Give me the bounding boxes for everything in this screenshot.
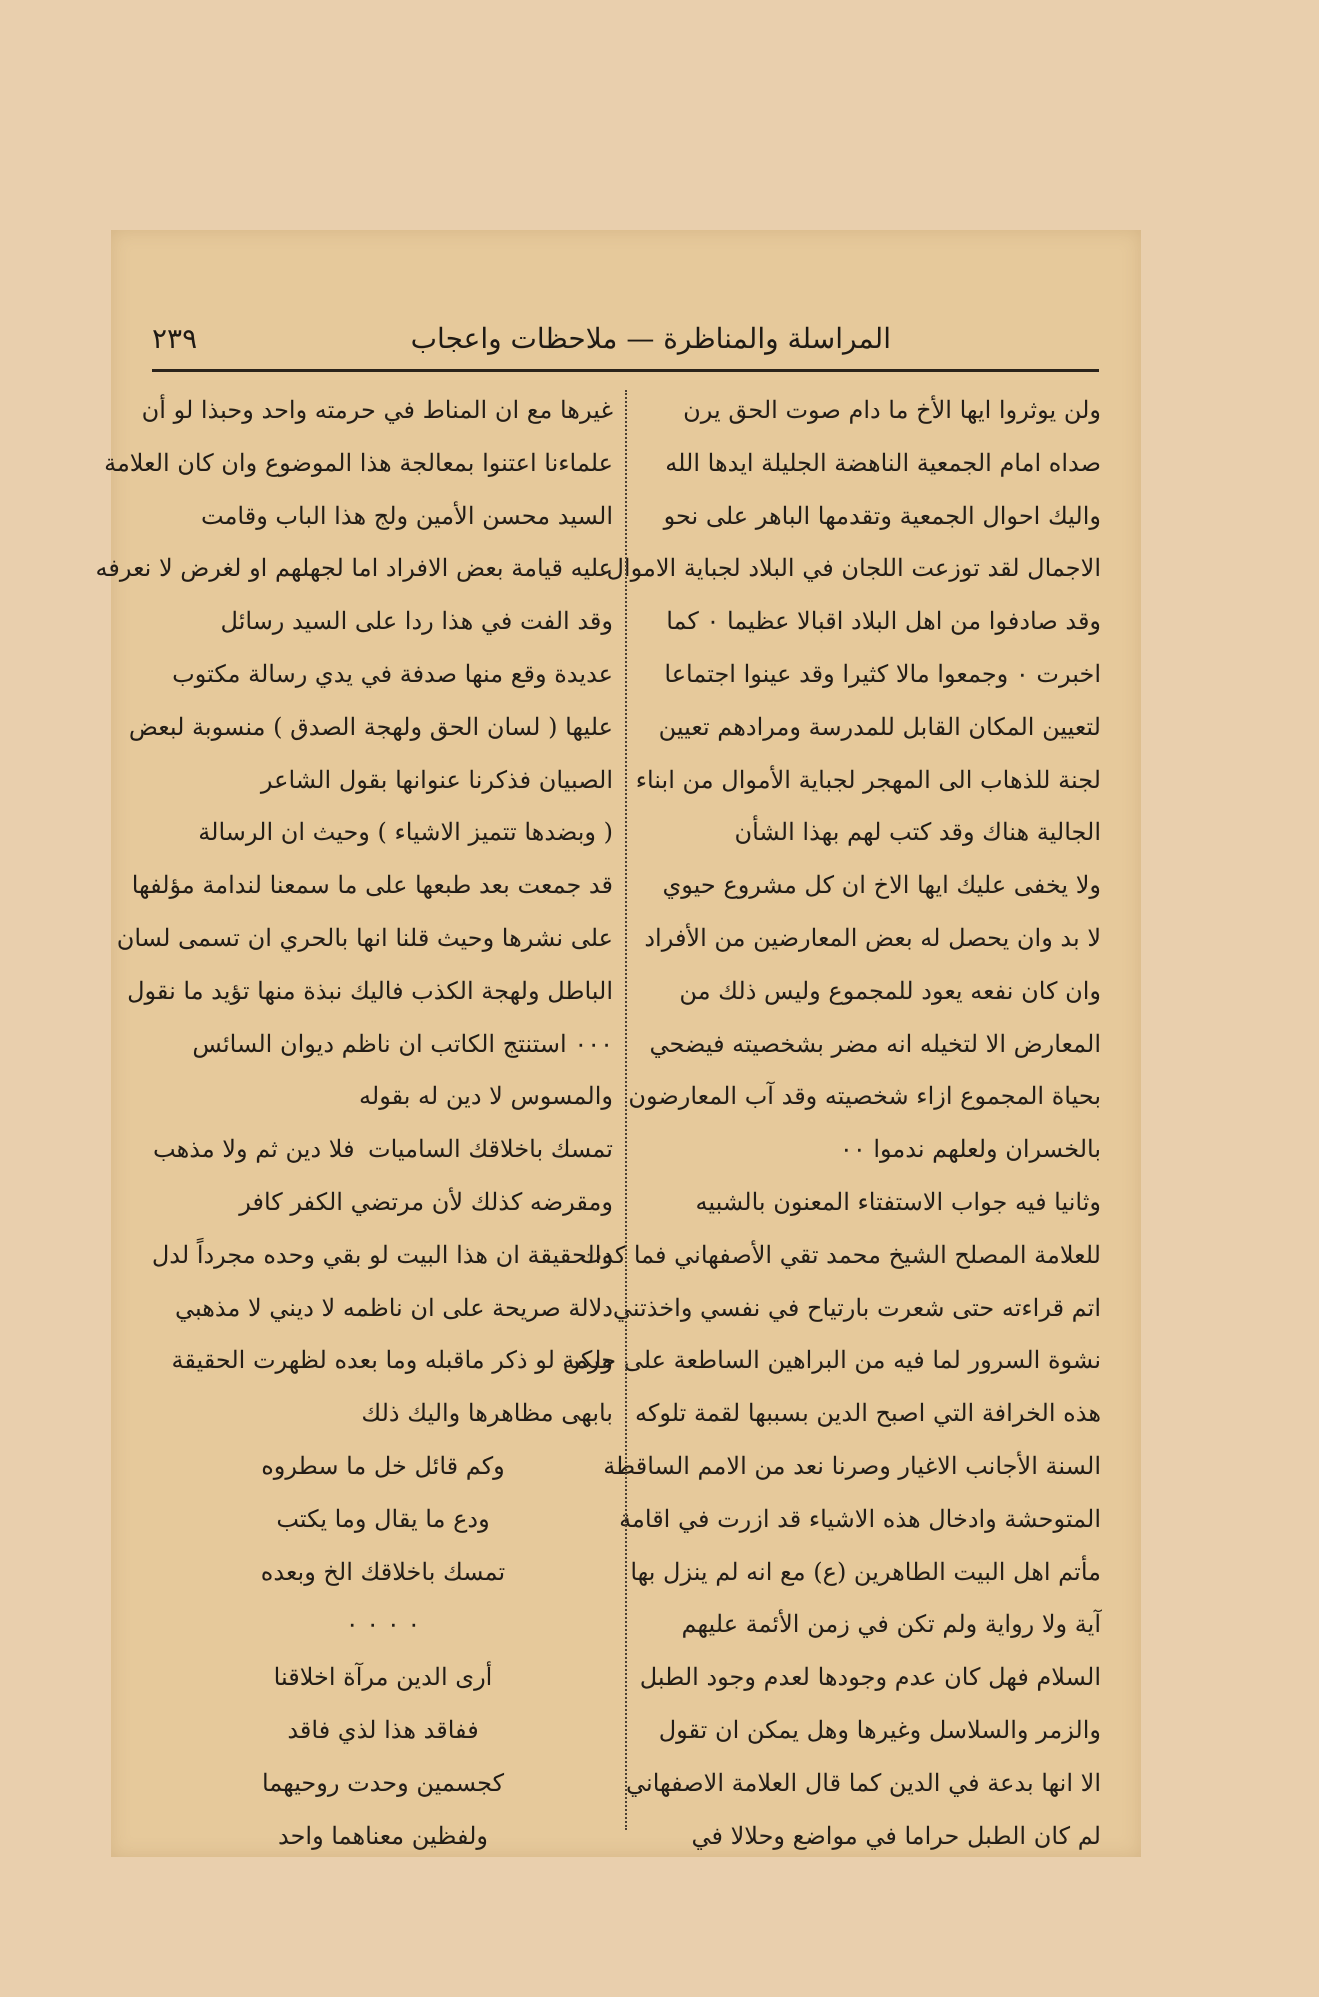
text-line: اتم قراءته حتى شعرت بارتياح في نفسي واخذتني — [612, 1293, 1101, 1322]
text-line: الجالية هناك وقد كتب لهم بهذا الشأن — [734, 818, 1101, 847]
text-line: علماءنا اعتنوا بمعالجة هذا الموضوع وان كان العلامة — [104, 448, 613, 477]
text-line: وثانيا فيه جواب الاستفتاء المعنون بالشبيه — [695, 1187, 1101, 1216]
text-line: الا انها بدعة في الدين كما قال العلامة الاصفهاني — [626, 1768, 1101, 1797]
poem-line: أرى الدين مرآة اخلاقنا — [273, 1663, 493, 1692]
poem-line: تمسك باخلاقك الخ وبعده — [260, 1557, 506, 1586]
text-line: الاجمال لقد توزعت اللجان في البلاد لجباية الاموال — [606, 554, 1101, 583]
text-line: اخبرت ٠ وجمعوا مالا كثيرا وقد عينوا اجتماعا — [664, 659, 1101, 688]
text-line: السيد محسن الأمين ولج هذا الباب وقامت — [201, 501, 613, 530]
text-line: وقد الفت في هذا ردا على السيد رسائل — [220, 607, 613, 636]
text-line: ولا يخفى عليك ايها الاخ ان كل مشروع حيوي — [662, 871, 1101, 900]
text-line: السنة الأجانب الاغيار وصرنا نعد من الامم الساقطة — [603, 1451, 1101, 1480]
text-line: دلالة صريحة على ان ناظمه لا ديني لا مذهبي — [175, 1293, 613, 1322]
text-line: الباطل ولهجة الكذب فاليك نبذة منها تؤيد ما نقول — [127, 976, 613, 1005]
column-divider — [625, 390, 627, 1830]
text-line: ولكن لو ذكر ماقبله وما بعده لظهرت الحقيقة — [171, 1346, 613, 1375]
text-line: للعلامة المصلح الشيخ محمد تقي الأصفهاني فما كدت — [579, 1240, 1101, 1269]
text-line: بابهى مظاهرها واليك ذلك — [361, 1399, 613, 1428]
text-line: عديدة وقع منها صدفة في يدي رسالة مكتوب — [172, 659, 613, 688]
text-line: صداه امام الجمعية الناهضة الجليلة ايدها الله — [665, 448, 1101, 477]
poem-line: ودع ما يقال وما يكتب — [276, 1504, 490, 1533]
running-title: المراسلة والمناظرة — ملاحظات واعجاب — [410, 322, 891, 355]
text-line: السلام فهل كان عدم وجودها لعدم وجود الطبل — [639, 1663, 1101, 1692]
text-line: ( وبضدها تتميز الاشياء ) وحيث ان الرسالة — [198, 818, 613, 847]
header-rule — [152, 369, 1099, 372]
text-line: لتعيين المكان القابل للمدرسة ومرادهم تعيين — [658, 712, 1101, 741]
text-line: المتوحشة وادخال هذه الاشياء قد ازرت في اقامة — [619, 1504, 1101, 1533]
text-line: عليه قيامة بعض الافراد اما لجهلهم او لغرض لا نعرفه — [95, 554, 613, 583]
text-line: بحياة المجموع ازاء شخصيته وقد آب المعارضون — [628, 1082, 1101, 1111]
text-line: غيرها مع ان المناط في حرمته واحد وحبذا لو أن — [141, 396, 613, 424]
text-line: بالخسران ولعلهم ندموا ٠٠ — [839, 1135, 1101, 1164]
text-line: والزمر والسلاسل وغيرها وهل يمكن ان تقول — [658, 1715, 1101, 1744]
text-line: على نشرها وحيث قلنا انها بالحري ان تسمى لسان — [116, 923, 613, 952]
text-line: المعارض الا لتخيله انه مضر بشخصيته فيضحي — [649, 1029, 1101, 1058]
text-line: الصبيان فذكرنا عنوانها بقول الشاعر — [260, 765, 613, 794]
text-line: قد جمعت بعد طبعها على ما سمعنا لندامة مؤلفها — [131, 871, 613, 900]
verse-second-half: فلا دين ثم ولا مذهب — [153, 1135, 355, 1164]
section-separator: ٠ ٠ ٠ ٠ — [345, 1610, 421, 1639]
page-number: ٢٣٩ — [152, 322, 198, 355]
text-line: مأتم اهل البيت الطاهرين (ع) مع انه لم ينزل بها — [630, 1557, 1101, 1586]
text-line: والحقيقة ان هذا البيت لو بقي وحده مجرداً لدل — [151, 1240, 613, 1269]
text-line: ومقرضه كذلك لأن مرتضي الكفر كافر — [239, 1187, 613, 1216]
text-line: وقد صادفوا من اهل البلاد اقبالا عظيما ٠ كما — [666, 607, 1101, 636]
text-line: عليها ( لسان الحق ولهجة الصدق ) منسوبة لبعض — [128, 712, 613, 741]
verse-first-half: تمسك باخلاقك الساميات — [367, 1135, 613, 1164]
right-column — [562, 384, 1101, 1862]
text-line: ٠٠٠ استنتج الكاتب ان ناظم ديوان السائس — [192, 1029, 613, 1058]
text-line: هذه الخرافة التي اصبح الدين بسببها لقمة تلوكه — [635, 1399, 1101, 1428]
running-header — [152, 322, 1099, 374]
poem-line: كجسمين وحدت روحيهما — [261, 1768, 505, 1797]
text-line: واليك احوال الجمعية وتقدمها الباهر على نحو — [663, 501, 1101, 530]
text-line: لا بد وان يحصل له بعض المعارضين من الأفراد — [644, 923, 1101, 952]
text-line: لجنة للذهاب الى المهجر لجباية الأموال من ابناء — [635, 765, 1101, 794]
left-column — [95, 384, 613, 1862]
text-line: والمسوس لا دين له بقوله — [359, 1082, 613, 1111]
page-paper — [95, 230, 1141, 1857]
text-line: نشوة السرور لما فيه من البراهين الساطعة على حرمة — [562, 1346, 1101, 1375]
text-line: لم كان الطبل حراما في مواضع وحلالا في — [691, 1821, 1101, 1850]
text-line: ولن يوثروا ايها الأخ ما دام صوت الحق يرن — [683, 396, 1101, 424]
text-line: آية ولا رواية ولم تكن في زمن الأئمة عليهم — [681, 1610, 1101, 1639]
poem-line: وكم قائل خل ما سطروه — [261, 1451, 505, 1480]
text-line: وان كان نفعه يعود للمجموع وليس ذلك من — [679, 976, 1101, 1005]
poem-line: ففاقد هذا لذي فاقد — [287, 1715, 479, 1744]
verse-line — [153, 1123, 613, 1176]
poem-line: ولفظين معناهما واحد — [277, 1821, 489, 1850]
